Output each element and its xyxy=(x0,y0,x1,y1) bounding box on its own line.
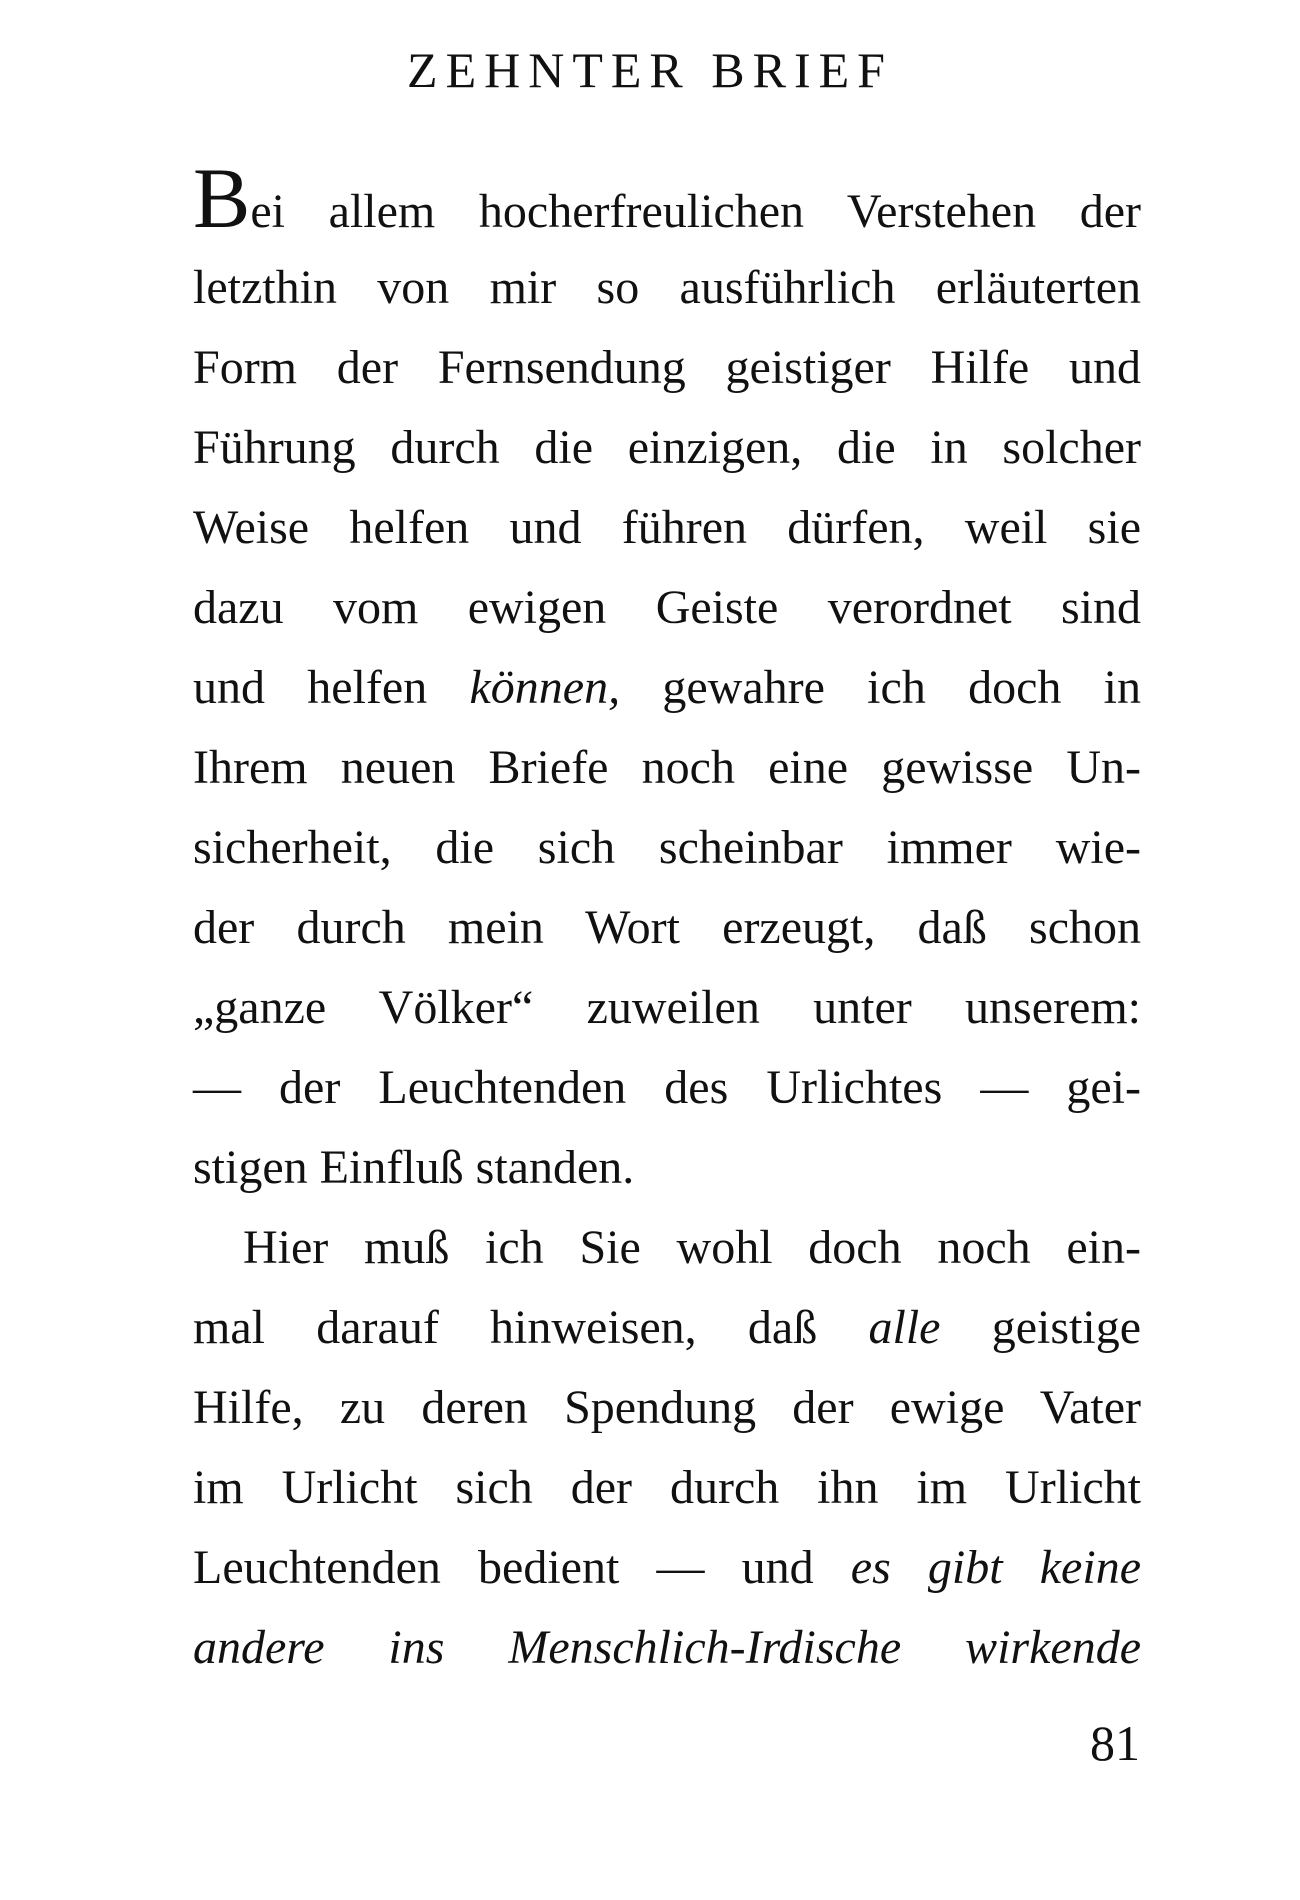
text-line: letzthin von mir so ausführlich erläuterten xyxy=(193,261,1141,314)
chapter-heading: ZEHNTER BRIEF xyxy=(407,42,893,98)
page-number: 81 xyxy=(1090,1715,1140,1771)
text-line: dazu vom ewigen Geiste verordnet sind xyxy=(193,581,1141,634)
text-line: Ihrem neuen Briefe noch eine gewisse Un- xyxy=(193,741,1141,794)
text-line: der durch mein Wort erzeugt, daß schon xyxy=(193,901,1141,954)
text-line: „ganze Völker“ zuweilen unter unserem: xyxy=(193,981,1141,1034)
emphasis: andere ins Menschlich-Irdische wirkende xyxy=(193,1621,1141,1674)
text-line: Führung durch die einzigen, die in solcher xyxy=(193,421,1141,474)
text-line: Hier muß ich Sie wohl doch noch ein- xyxy=(243,1221,1141,1274)
text-line: und helfen können, gewahre ich doch in xyxy=(193,661,1141,714)
body-text xyxy=(193,150,1142,1688)
text-line: Bei allem hocherfreulichen Verstehen der xyxy=(193,150,1141,246)
emphasis: es gibt keine xyxy=(850,1541,1141,1594)
text-line: Leuchtenden bedient — und es gibt keine xyxy=(193,1541,1141,1594)
emphasis: alle xyxy=(868,1301,941,1354)
text-line: Weise helfen und führen dürfen, weil sie xyxy=(193,501,1141,554)
text-line: stigen Einfluß standen. xyxy=(193,1141,635,1194)
text-line: Form der Fernsendung geistiger Hilfe und xyxy=(193,341,1141,394)
text-line: im Urlicht sich der durch ihn im Urlicht xyxy=(193,1461,1141,1514)
emphasis: können, xyxy=(469,661,621,714)
text-line: mal darauf hinweisen, daß alle geistige xyxy=(193,1301,1142,1354)
text-line: Hilfe, zu deren Spendung der ewige Vater xyxy=(193,1381,1141,1434)
text-line: — der Leuchtenden des Urlichtes — gei- xyxy=(193,1061,1141,1114)
text-line: sicherheit, die sich scheinbar immer wie- xyxy=(193,821,1141,874)
drop-cap: B xyxy=(193,150,251,246)
text-line xyxy=(193,1608,1141,1688)
